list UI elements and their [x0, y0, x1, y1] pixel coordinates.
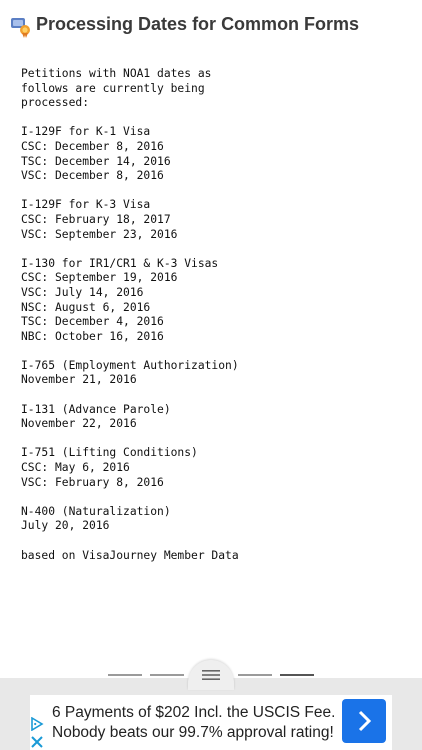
date-line: November 21, 2016 — [21, 373, 137, 387]
intro-line: processed: — [21, 96, 90, 110]
section-heading: I-751 (Lifting Conditions) — [21, 446, 198, 460]
date-line: CSC: December 8, 2016 — [21, 139, 164, 153]
date-line: CSC: May 6, 2016 — [21, 461, 130, 475]
section-heading: I-765 (Employment Authorization) — [21, 358, 239, 372]
section-i129f-k1 — [21, 125, 411, 183]
ad-open-button[interactable] — [342, 699, 386, 743]
date-line: July 20, 2016 — [21, 519, 110, 533]
date-line: CSC: September 19, 2016 — [21, 271, 178, 285]
date-line: VSC: February 8, 2016 — [21, 475, 164, 489]
section-heading: I-131 (Advance Parole) — [21, 402, 171, 416]
section-i131 — [21, 403, 411, 432]
chevron-right-icon — [355, 709, 373, 733]
page-dot — [150, 674, 184, 676]
award-badge-icon — [10, 16, 32, 38]
date-line: November 22, 2016 — [21, 417, 137, 431]
source-note: based on VisaJourney Member Data — [21, 548, 239, 562]
page-dot-active — [280, 674, 314, 676]
menu-icon — [202, 669, 220, 681]
date-line: TSC: December 14, 2016 — [21, 154, 171, 168]
page-header — [0, 0, 422, 52]
section-heading: I-129F for K-3 Visa — [21, 198, 151, 212]
section-i129f-k3 — [21, 198, 411, 242]
date-line: CSC: February 18, 2017 — [21, 212, 171, 226]
page-dot — [108, 674, 142, 676]
intro-text — [21, 67, 411, 111]
intro-line: Petitions with NOA1 dates as — [21, 67, 212, 80]
processing-dates-content — [21, 67, 411, 563]
page-dot — [238, 674, 272, 676]
section-heading: I-129F for K-1 Visa — [21, 125, 151, 139]
section-heading: I-130 for IR1/CR1 & K-3 Visas — [21, 256, 219, 270]
date-line: NBC: October 16, 2016 — [21, 329, 164, 343]
date-line: VSC: September 23, 2016 — [21, 227, 178, 241]
section-i765 — [21, 359, 411, 388]
ad-banner[interactable] — [30, 695, 392, 750]
intro-line: follows are currently being — [21, 81, 205, 95]
date-line: NSC: August 6, 2016 — [21, 300, 151, 314]
date-line: VSC: December 8, 2016 — [21, 169, 164, 183]
page-title: Processing Dates for Common Forms — [36, 14, 360, 34]
ad-text-line-2[interactable]: Nobody beats our 99.7% approval rating! — [52, 724, 334, 741]
close-icon[interactable] — [30, 735, 44, 749]
section-i751 — [21, 446, 411, 490]
section-i130 — [21, 257, 411, 345]
section-heading: N-400 (Naturalization) — [21, 504, 171, 518]
date-line: TSC: December 4, 2016 — [21, 315, 164, 329]
ad-choices-icon[interactable] — [30, 717, 44, 731]
ad-text-line-1[interactable]: 6 Payments of $202 Incl. the USCIS Fee. — [52, 704, 336, 721]
section-n400 — [21, 505, 411, 534]
date-line: VSC: July 14, 2016 — [21, 285, 144, 299]
